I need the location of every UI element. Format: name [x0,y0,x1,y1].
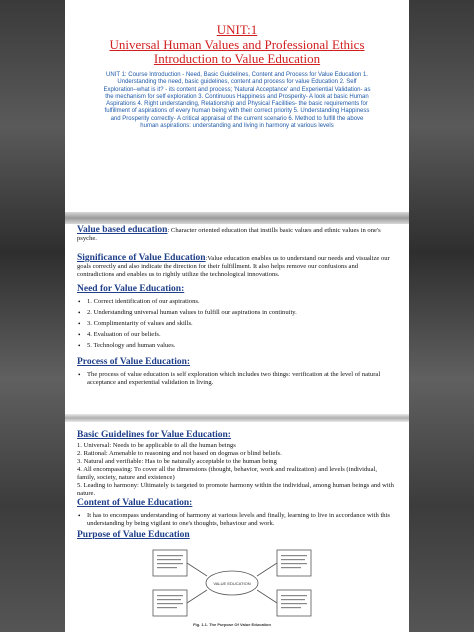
syllabus-text: UNIT 1: Course Introduction - Need, Basic Guidelines, Content and Process for Value Education 1. Understanding the need, basic guidelines, content and process for value Education 2. Self Exploration–what is it? - its content and process; 'Natural Acceptance' and Experiential Validation- as the mechanism for self exploration 3. Continuous Happiness and Prosperity- A look at basic Human Aspirations 4. Right understanding, Relationship and Physical Facilities- the basic requirements for fulfillment of aspirations of every human being with their correct priority 5. Understanding Happiness and Prosperity correctly- A critical appraisal of the current scenario 6. Method to fulfill the above human aspirations: understanding and living in harmony at various levels [103,72,371,130]
purpose-diagram [147,546,317,628]
content-list [77,512,395,528]
background-left [0,0,65,632]
guideline-line: 2. Rational: Amenable to reasoning and not based on dogmas or blind beliefs. [77,450,282,457]
background-right [409,0,474,632]
guideline-line: 3. Natural and verifiable: Has to be naturally acceptable to the human being [77,458,277,465]
course-title: Universal Human Values and Professional Ethics [109,37,365,52]
value-based-section [77,226,395,243]
diagram-center-label: VALUE EDUCATION [213,581,251,586]
diagram-caption: Fig. 1.1. The Purpose Of Value Education [193,622,271,627]
value-based-text: : Character oriented education that instills basic values and ethnic values in one's psyche. [77,227,381,242]
list-item: • It has to encompass understanding of harmony at various levels and finally, learning to live in accordance with this understanding by being vigilant to one's thoughts, behaviour and work. [77,512,395,528]
significance-section [77,254,395,279]
significance-text: :Value education enables us to understand our needs and visualize our goals correctly and also indicate the direction for their fulfillment. It also helps remove our confusions and contradictions and enables us to rightly utilize the technological innovations. [77,255,390,278]
list-item: • 1. Correct identification of our aspirations. [77,298,395,306]
content-heading: Content of Value Education: [77,498,193,508]
guidelines-heading: Basic Guidelines for Value Education: [77,430,231,440]
title-sheet [65,0,409,212]
process-section [77,357,395,390]
list-item: • 3. Complimentarity of values and skills. [77,320,395,328]
guideline-line: 5. Leading to harmony: Ultimately is targeted to promote harmony within the individual, among human beings and with nature. [77,482,394,497]
need-section [77,284,395,353]
diagram-arrow [187,590,207,603]
guideline-line: 4. All encompassing: To cover all the dimensions (thought, behavior, work and realization) and levels (individual, family, society, nature and existence) [77,466,378,481]
content-sheet-1 [65,224,409,414]
diagram-arrow [187,563,207,576]
course-subtitle: Introduction to Value Education [153,51,321,66]
process-list [77,371,395,387]
value-based-heading: Value based education [77,225,168,235]
list-item: • 5. Technology and human values. [77,342,395,350]
need-list [77,298,395,350]
purpose-heading: Purpose of Value Education [77,530,190,540]
process-heading: Process of Value Education: [77,357,191,367]
content-sheet-2 [65,422,409,632]
page-divider [65,212,409,224]
guideline-line: 1. Universal: Needs to be applicable to all the human beings [77,442,236,449]
unit-label: UNIT:1 [216,22,258,37]
content-section [77,498,395,531]
document-page [65,0,409,632]
guidelines-section [77,430,395,498]
list-item: • The process of value education is self exploration which includes two things: verification at the level of natural acceptance and experiential validation in living. [77,371,395,387]
need-heading: Need for Value Education: [77,284,185,294]
list-item: • 2. Understanding universal human values to fulfill our aspirations in continuity. [77,309,395,317]
list-item: • 4. Evaluation of our beliefs. [77,331,395,339]
diagram-arrow [257,590,277,603]
purpose-section [77,530,395,540]
diagram-arrow [257,563,277,576]
significance-heading: Significance of Value Education [77,253,206,263]
page-divider [65,414,409,422]
